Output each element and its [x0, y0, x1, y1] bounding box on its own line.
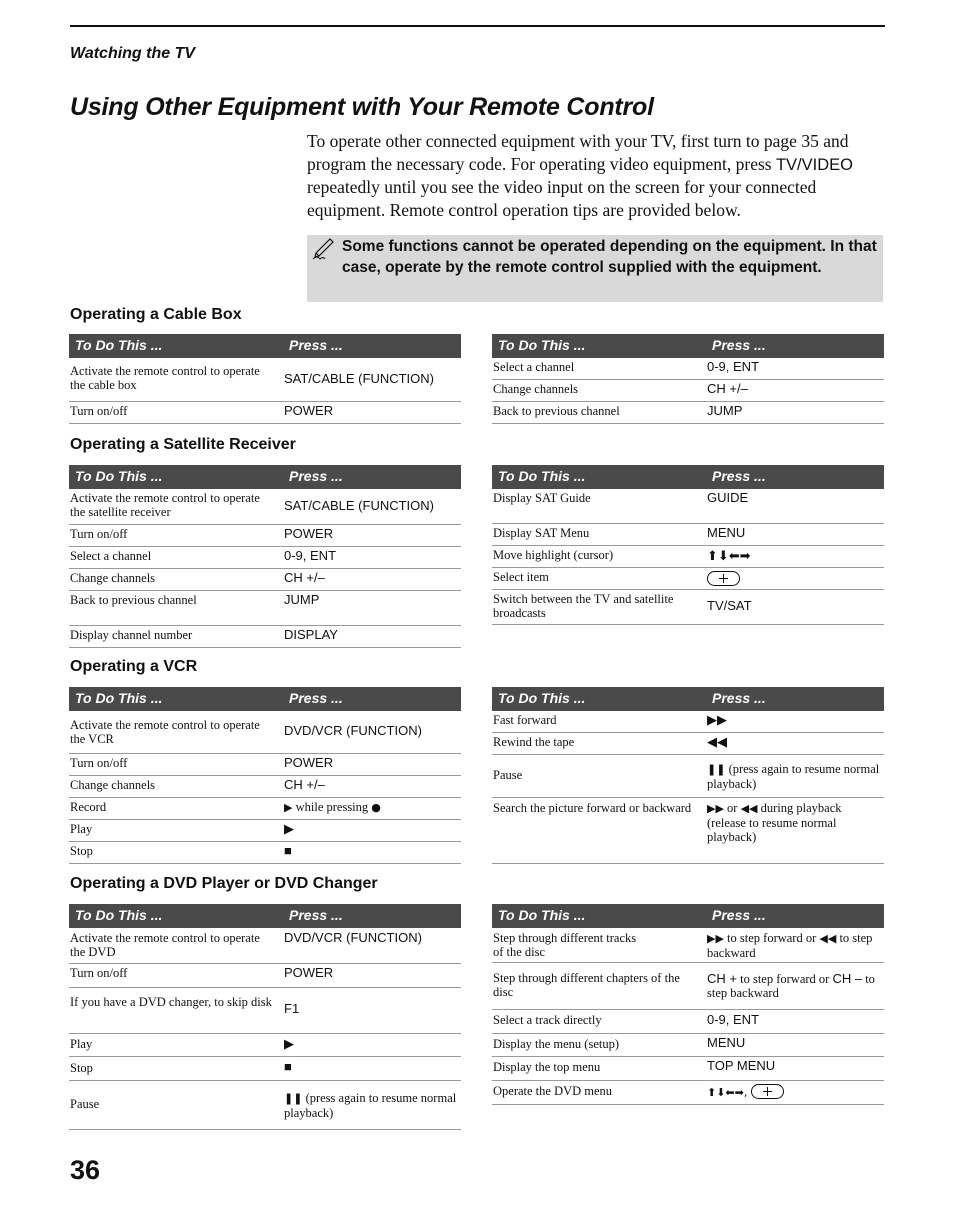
press-cell: POWER — [284, 526, 334, 541]
todo-cell: Stop — [70, 844, 93, 858]
press-cell: GUIDE — [707, 490, 749, 505]
table-row — [69, 842, 461, 864]
todo-cell: Back to previous channel — [493, 404, 620, 418]
header-todo: To Do This ... — [75, 468, 163, 484]
todo-cell: Select a channel — [493, 360, 575, 374]
press-cell: DISPLAY — [284, 627, 338, 642]
todo-cell: Display SAT Guide — [493, 491, 591, 505]
header-press: Press ... — [289, 690, 343, 706]
todo-cell: Play — [70, 822, 93, 836]
table-row — [69, 525, 461, 547]
todo-cell: Activate the remote control to operate the cable box — [70, 364, 260, 392]
table-row — [69, 798, 461, 820]
table-row — [69, 776, 461, 798]
todo-cell: Pause — [493, 768, 523, 782]
intro-paragraph — [307, 130, 882, 221]
press-text: to step backward — [707, 972, 875, 1000]
pause-icon: ❚❚ — [707, 763, 726, 776]
press-cell: 0-9, ENT — [707, 1012, 760, 1027]
press-text: while pressing — [292, 800, 372, 814]
table-row — [69, 402, 461, 424]
enter-button-icon — [707, 571, 740, 586]
page-title: Using Other Equipment with Your Remote Control — [70, 93, 654, 121]
todo-cell: Display the menu (setup) — [493, 1037, 620, 1051]
table-row — [69, 489, 461, 525]
pencil-note-icon — [312, 238, 336, 260]
todo-cell: Display channel number — [70, 628, 193, 642]
press-cell: F1 — [284, 1001, 300, 1016]
table-row — [492, 733, 884, 755]
todo-cell: Pause — [70, 1097, 100, 1111]
table-row — [492, 755, 884, 798]
table-row — [69, 547, 461, 569]
table-header — [69, 334, 461, 358]
todo-cell: Select a track directly — [493, 1013, 602, 1027]
press-cell — [707, 972, 882, 1000]
table-row — [492, 711, 884, 733]
rewind-icon: ◀◀ — [819, 932, 837, 945]
header-todo: To Do This ... — [75, 337, 163, 353]
ch-plus-label: CH + — [707, 971, 737, 986]
ch-minus-label: CH – — [832, 971, 863, 986]
play-icon: ▶ — [284, 801, 293, 814]
header-todo: To Do This ... — [498, 690, 586, 706]
press-cell: POWER — [284, 755, 334, 770]
header-todo: To Do This ... — [498, 907, 586, 923]
todo-cell: Select item — [493, 570, 549, 584]
vcr-table-left — [69, 687, 461, 864]
table-row — [492, 402, 884, 424]
press-cell: DVD/VCR (FUNCTION) — [284, 930, 422, 945]
press-cell: CH +/– — [284, 570, 325, 585]
todo-cell: Turn on/off — [70, 527, 128, 541]
todo-cell: Rewind the tape — [493, 735, 575, 749]
press-text: (press again to resume normal playback) — [707, 762, 880, 791]
page-number: 36 — [70, 1155, 101, 1185]
todo-cell: Turn on/off — [70, 404, 128, 418]
running-header: Watching the TV — [70, 45, 196, 62]
press-text: (press again to resume normal playback) — [284, 1091, 457, 1120]
header-press: Press ... — [289, 337, 343, 353]
press-cell: TV/SAT — [707, 598, 752, 613]
table-row — [492, 963, 884, 1010]
cable-table-right — [492, 334, 884, 424]
table-row — [69, 1057, 461, 1081]
todo-cell: Activate the remote control to operate the DVD — [70, 931, 260, 959]
press-cell: MENU — [707, 525, 746, 540]
table-row — [492, 1010, 884, 1034]
press-text: to step backward — [707, 931, 873, 960]
press-cell: 0-9, ENT — [707, 359, 760, 374]
table-row — [69, 711, 461, 754]
rewind-icon: ◀◀ — [707, 734, 727, 749]
header-press: Press ... — [289, 907, 343, 923]
press-cell: DVD/VCR (FUNCTION) — [284, 723, 422, 738]
dvd-table-right — [492, 904, 884, 1105]
todo-cell: Operate the DVD menu — [493, 1084, 613, 1098]
heading-dvd: Operating a DVD Player or DVD Changer — [70, 875, 378, 892]
table-header — [69, 687, 461, 711]
todo-cell: Activate the remote control to operate the VCR — [70, 718, 260, 746]
table-row — [492, 358, 884, 380]
press-cell: POWER — [284, 965, 334, 980]
table-row — [69, 928, 461, 964]
todo-cell: Play — [70, 1037, 93, 1051]
table-row — [69, 820, 461, 842]
press-cell: TOP MENU — [707, 1058, 776, 1073]
table-header — [69, 465, 461, 489]
todo-cell: Display SAT Menu — [493, 526, 590, 540]
intro-text-1: To operate other connected equipment with your TV, first turn to page 35 and program the necessary code. For operating video equipment, press — [307, 131, 849, 174]
pause-icon: ❚❚ — [284, 1092, 303, 1105]
table-row — [69, 569, 461, 591]
header-todo: To Do This ... — [75, 690, 163, 706]
table-row — [492, 380, 884, 402]
todo-cell: If you have a DVD changer, to skip disk — [70, 995, 272, 1009]
press-text: to step forward or — [736, 972, 833, 986]
record-icon: ● — [371, 801, 381, 814]
play-icon: ▶ — [284, 821, 294, 836]
table-row — [492, 798, 884, 864]
press-cell — [284, 800, 459, 815]
header-todo: To Do This ... — [498, 337, 586, 353]
todo-cell: Switch between the TV and satellite broadcasts — [493, 592, 674, 620]
table-row — [69, 358, 461, 402]
table-row — [492, 546, 884, 568]
todo-cell: Search the picture forward or backward — [493, 801, 692, 815]
press-cell: MENU — [707, 1035, 746, 1050]
todo-cell: Activate the remote control to operate the satellite receiver — [70, 491, 260, 519]
stop-icon: ■ — [284, 1059, 292, 1074]
press-cell: JUMP — [284, 592, 320, 607]
stop-icon: ■ — [284, 843, 292, 858]
enter-button-icon — [751, 1084, 784, 1099]
rewind-icon: ◀◀ — [740, 802, 758, 815]
todo-cell: Back to previous channel — [70, 593, 197, 607]
table-row — [492, 489, 884, 524]
todo-cell: Change channels — [493, 382, 579, 396]
table-row — [69, 964, 461, 988]
todo-cell: Select a channel — [70, 549, 152, 563]
fast-forward-icon: ▶▶ — [707, 802, 724, 815]
fast-forward-icon: ▶▶ — [707, 712, 727, 727]
todo-cell: Display the top menu — [493, 1060, 601, 1074]
press-cell: CH +/– — [284, 777, 325, 792]
press-cell — [707, 801, 882, 844]
todo-cell: Change channels — [70, 571, 156, 585]
header-press: Press ... — [289, 468, 343, 484]
header-press: Press ... — [712, 468, 766, 484]
table-header — [492, 904, 884, 928]
press-text: during playback (release to resume normal playback) — [707, 801, 842, 844]
press-text: to step forward or — [723, 931, 820, 945]
press-cell: SAT/CABLE (FUNCTION) — [284, 498, 434, 513]
note-box — [307, 235, 883, 302]
intro-text-2: repeatedly until you see the video input on the screen for your connected equipment. Remote control operation tips are provided below. — [307, 177, 817, 220]
header-press: Press ... — [712, 337, 766, 353]
heading-satellite-receiver: Operating a Satellite Receiver — [70, 436, 296, 453]
table-row — [492, 1034, 884, 1057]
table-row — [492, 568, 884, 590]
press-cell: CH +/– — [707, 381, 748, 396]
todo-cell: Stop — [70, 1061, 93, 1075]
press-text: or — [723, 801, 741, 815]
table-row — [69, 1081, 461, 1130]
todo-cell: Step through different tracks of the disc — [493, 931, 637, 959]
header-todo: To Do This ... — [75, 907, 163, 923]
press-cell: SAT/CABLE (FUNCTION) — [284, 371, 434, 386]
table-row — [69, 626, 461, 648]
table-header — [492, 334, 884, 358]
todo-cell: Move highlight (cursor) — [493, 548, 614, 562]
press-cell — [707, 762, 882, 791]
press-cell: JUMP — [707, 403, 743, 418]
press-cell — [707, 931, 882, 960]
table-header — [492, 687, 884, 711]
table-row — [69, 591, 461, 626]
top-rule — [70, 25, 885, 27]
vcr-table-right — [492, 687, 884, 864]
press-cell — [707, 1084, 882, 1100]
table-row — [492, 1081, 884, 1105]
fast-forward-icon: ▶▶ — [707, 932, 724, 945]
table-row — [69, 754, 461, 776]
cable-table-left — [69, 334, 461, 424]
table-row — [69, 1034, 461, 1057]
heading-cable-box: Operating a Cable Box — [70, 306, 242, 323]
dvd-table-left — [69, 904, 461, 1130]
play-icon: ▶ — [284, 1036, 294, 1051]
table-row — [492, 524, 884, 546]
press-cell: POWER — [284, 403, 334, 418]
table-row — [69, 988, 461, 1034]
satellite-table-left — [69, 465, 461, 648]
table-row — [492, 1057, 884, 1081]
todo-cell: Step through different chapters of the disc — [493, 971, 680, 999]
table-row — [492, 590, 884, 625]
todo-cell: Fast forward — [493, 713, 557, 727]
satellite-table-right — [492, 465, 884, 625]
arrow-keys-icon: ⬆⬇⬅➡, — [707, 1086, 751, 1099]
press-cell: 0-9, ENT — [284, 548, 337, 563]
todo-cell: Record — [70, 800, 107, 814]
header-press: Press ... — [712, 690, 766, 706]
table-header — [492, 465, 884, 489]
tv-video-button-label: TV/VIDEO — [775, 155, 853, 174]
todo-cell: Turn on/off — [70, 966, 128, 980]
table-header — [69, 904, 461, 928]
note-text: Some functions cannot be operated depending on the equipment. In that case, operate by the remote control supplied with the equipment. — [342, 238, 877, 276]
arrow-keys-icon: ⬆⬇⬅➡ — [707, 548, 751, 563]
heading-vcr: Operating a VCR — [70, 658, 198, 675]
todo-cell: Change channels — [70, 778, 156, 792]
press-cell — [284, 1091, 459, 1120]
todo-cell: Turn on/off — [70, 756, 128, 770]
table-row — [492, 928, 884, 963]
header-todo: To Do This ... — [498, 468, 586, 484]
header-press: Press ... — [712, 907, 766, 923]
